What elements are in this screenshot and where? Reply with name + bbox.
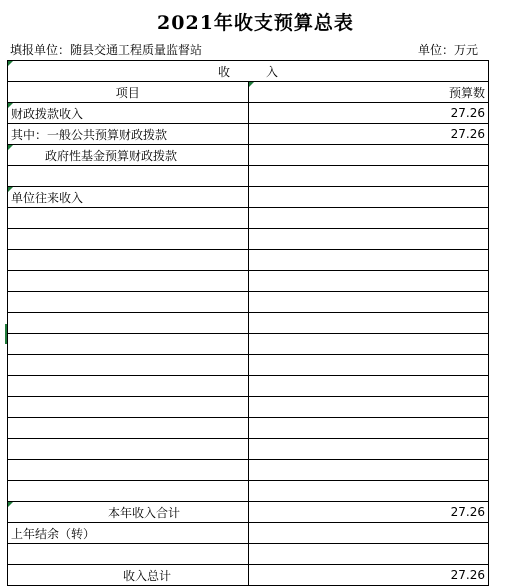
row-value[interactable] [248,376,489,397]
row-value[interactable]: 27.26 [248,124,489,145]
row-label[interactable] [8,460,249,481]
row-label[interactable]: 上年结余（转） [8,523,249,544]
table-row [8,460,489,481]
row-label[interactable]: 收入总计 [8,565,249,586]
row-value[interactable] [248,355,489,376]
row-label[interactable] [8,166,249,187]
row-label[interactable] [8,313,249,334]
section-header-row [8,61,489,82]
row-value[interactable] [248,439,489,460]
row-value[interactable] [248,397,489,418]
row-value[interactable] [248,313,489,334]
table-row [8,355,489,376]
table-row [8,439,489,460]
table-row [8,397,489,418]
row-value[interactable] [248,418,489,439]
table-row [8,103,489,124]
table-row [8,250,489,271]
row-label[interactable] [8,229,249,250]
row-label[interactable] [8,376,249,397]
row-label[interactable] [8,418,249,439]
row-value[interactable] [248,166,489,187]
row-value[interactable] [248,292,489,313]
row-value[interactable] [248,334,489,355]
row-label[interactable]: 本年收入合计 [8,502,249,523]
table-row [8,313,489,334]
table-row [8,187,489,208]
row-value[interactable] [248,481,489,502]
row-value[interactable]: 27.26 [248,502,489,523]
row-label[interactable] [8,334,249,355]
table-row [8,229,489,250]
table-row [8,418,489,439]
table-row [8,145,489,166]
table-row [8,481,489,502]
column-header-item[interactable]: 项目 [8,82,249,103]
row-value[interactable] [248,229,489,250]
budget-table [7,60,489,586]
table-row [8,523,489,544]
income-section-header[interactable]: 收 入 [8,61,489,82]
table-row [8,334,489,355]
reporting-unit: 填报单位：随县交通工程质量监督站 [10,43,203,57]
row-value[interactable] [248,187,489,208]
row-label[interactable]: 政府性基金预算财政拨款 [8,145,249,166]
row-label[interactable] [8,271,249,292]
row-label[interactable] [8,355,249,376]
row-value[interactable] [248,271,489,292]
row-value[interactable] [248,145,489,166]
table-row [8,502,489,523]
row-label[interactable]: 其中：一般公共预算财政拨款 [8,124,249,145]
table-row [8,124,489,145]
row-label[interactable] [8,439,249,460]
table-row [8,565,489,586]
table-row [8,544,489,565]
row-value[interactable]: 27.26 [248,565,489,586]
row-value[interactable] [248,460,489,481]
row-label[interactable]: 财政拨款收入 [8,103,249,124]
row-value[interactable] [248,208,489,229]
column-header-budget[interactable]: 预算数 [248,82,489,103]
table-row [8,166,489,187]
row-label[interactable] [8,250,249,271]
table-row [8,208,489,229]
row-value[interactable] [248,544,489,565]
row-label[interactable]: 单位往来收入 [8,187,249,208]
row-label[interactable] [8,292,249,313]
table-row [8,292,489,313]
page-title: 2021年收支预算总表 [157,12,354,34]
row-value[interactable] [248,250,489,271]
currency-unit: 单位：万元 [418,43,479,57]
row-label[interactable] [8,397,249,418]
row-label[interactable] [8,544,249,565]
row-value[interactable] [248,523,489,544]
row-value[interactable]: 27.26 [248,103,489,124]
row-label[interactable] [8,208,249,229]
column-header-row [8,82,489,103]
table-row [8,271,489,292]
row-label[interactable] [8,481,249,502]
table-row [8,376,489,397]
